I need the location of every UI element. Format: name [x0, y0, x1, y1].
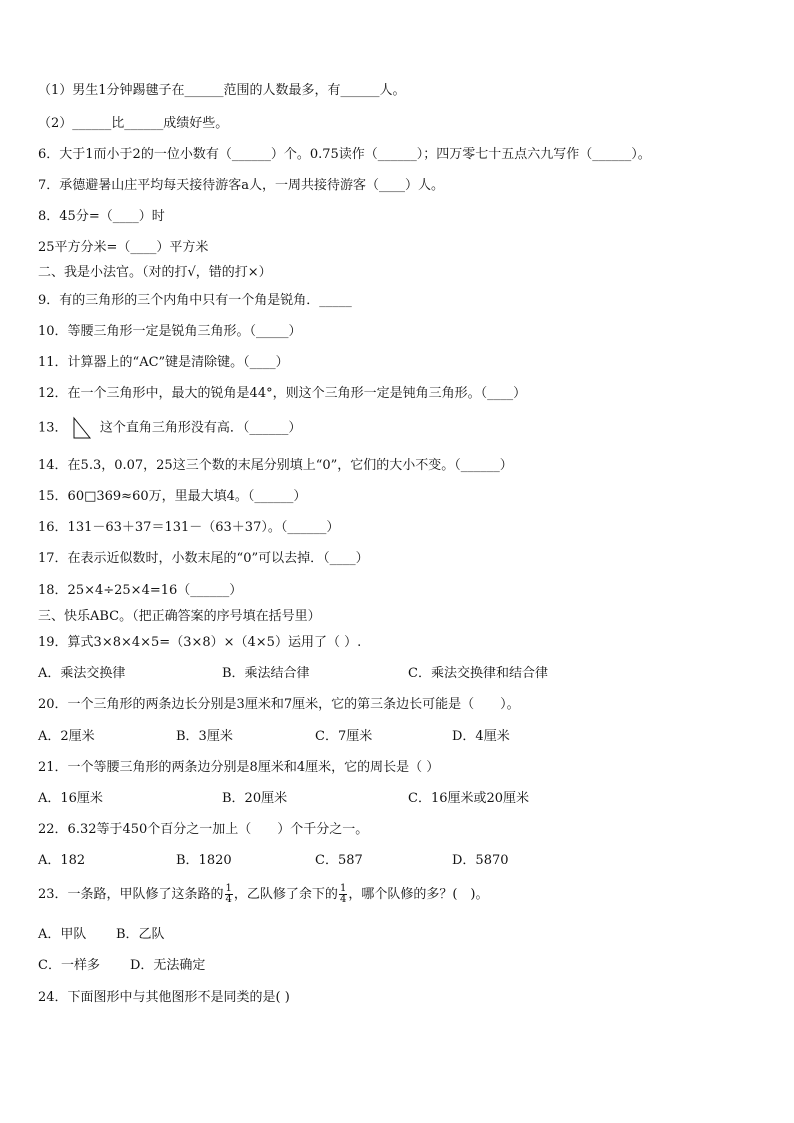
question-23: [38, 882, 764, 908]
question-23-text-after: ，哪个队修的多？( )。: [348, 887, 489, 902]
fraction-denominator: 4: [339, 894, 347, 905]
option-a[interactable]: A．2厘米: [38, 729, 95, 744]
question-8-a: 8．45分=（____）时: [38, 209, 165, 224]
question-24: 24．下面图形中与其他图形不是同类的是( ): [38, 990, 290, 1005]
option-c[interactable]: C．587: [315, 853, 363, 868]
fraction-denominator: 4: [225, 894, 232, 905]
option-a[interactable]: A．182: [38, 853, 86, 868]
question-5-1: （1）男生1分钟踢毽子在______范围的人数最多，有______人。: [38, 83, 406, 98]
fraction-numerator: 1: [339, 883, 347, 894]
option-a[interactable]: A．16厘米: [38, 791, 103, 806]
fraction-one-quarter: [225, 884, 233, 905]
section-3-heading: 三、快乐ABC。（把正确答案的序号填在括号里）: [38, 609, 321, 624]
section-2-heading: 二、我是小法官。（对的打√，错的打×）: [38, 265, 272, 280]
option-c[interactable]: C．16厘米或20厘米: [408, 791, 530, 806]
question-22: 22．6.32等于450个百分之一加上（ ）个千分之一。: [38, 822, 369, 837]
question-18: 18．25×4÷25×4=16（______）: [38, 583, 243, 598]
right-triangle-figure: [72, 416, 92, 440]
question-12: 12．在一个三角形中，最大的锐角是44°，则这个三角形一定是钝角三角形。（____）: [38, 386, 527, 401]
option-c[interactable]: C．7厘米: [315, 729, 373, 744]
question-5-2: （2）______比______成绩好些。: [38, 116, 229, 131]
question-14: 14．在5.3，0.07，25这三个数的末尾分别填上“0”，它们的大小不变。（______）: [38, 458, 513, 473]
fraction-one-quarter-2: [339, 884, 347, 905]
question-13-text: 这个直角三角形没有高．（______）: [99, 420, 302, 436]
option-a[interactable]: A．甲队: [38, 927, 87, 942]
question-10: 10．等腰三角形一定是锐角三角形。（_____）: [38, 324, 302, 339]
question-9: 9．有的三角形的三个内角中只有一个角是锐角．_____: [38, 293, 352, 308]
option-b[interactable]: B．乘法结合律: [222, 666, 310, 681]
question-11: 11．计算器上的“AC”键是清除键。（____）: [38, 355, 289, 370]
question-23-text-middle: ，乙队修了余下的: [233, 887, 338, 902]
question-8-b: 25平方分米=（____）平方米: [38, 240, 209, 255]
fraction-numerator: 1: [225, 883, 232, 894]
question-15: 15．60□369≈60万，里最大填4。（______）: [38, 489, 307, 504]
question-21: 21．一个等腰三角形的两条边分别是8厘米和4厘米，它的周长是（ ）: [38, 760, 440, 775]
option-d[interactable]: D．5870: [452, 853, 509, 868]
option-b[interactable]: B．20厘米: [222, 791, 288, 806]
question-20: 20．一个三角形的两条边长分别是3厘米和7厘米，它的第三条边长可能是（ ）。: [38, 697, 520, 712]
option-b[interactable]: B．3厘米: [176, 729, 233, 744]
question-13-number: 13．: [38, 420, 68, 436]
option-d[interactable]: D．无法确定: [130, 958, 206, 973]
question-16: 16．131－63＋37＝131－（63＋37）。（______）: [38, 520, 340, 535]
option-c[interactable]: C．一样多: [38, 958, 100, 973]
question-19: 19．算式3×8×4×5=（3×8）×（4×5）运用了（ ）.: [38, 635, 362, 650]
question-23-text-before: 23．一条路，甲队修了这条路的: [38, 887, 224, 902]
option-a[interactable]: A．乘法交换律: [38, 666, 126, 681]
question-7: 7．承德避暑山庄平均每天接待游客a人，一周共接待游客（____）人。: [38, 178, 445, 193]
question-13: [38, 416, 764, 441]
option-c[interactable]: C．乘法交换律和结合律: [408, 666, 548, 681]
option-b[interactable]: B．1820: [176, 853, 232, 868]
question-6: 6．大于1而小于2的一位小数有（______）个。0.75读作（______）；四万零七十五点六九写作（______）。: [38, 147, 651, 162]
option-b[interactable]: B．乙队: [116, 927, 165, 942]
option-d[interactable]: D．4厘米: [452, 729, 510, 744]
question-17: 17．在表示近似数时，小数末尾的“0”可以去掉．（____）: [38, 551, 369, 566]
